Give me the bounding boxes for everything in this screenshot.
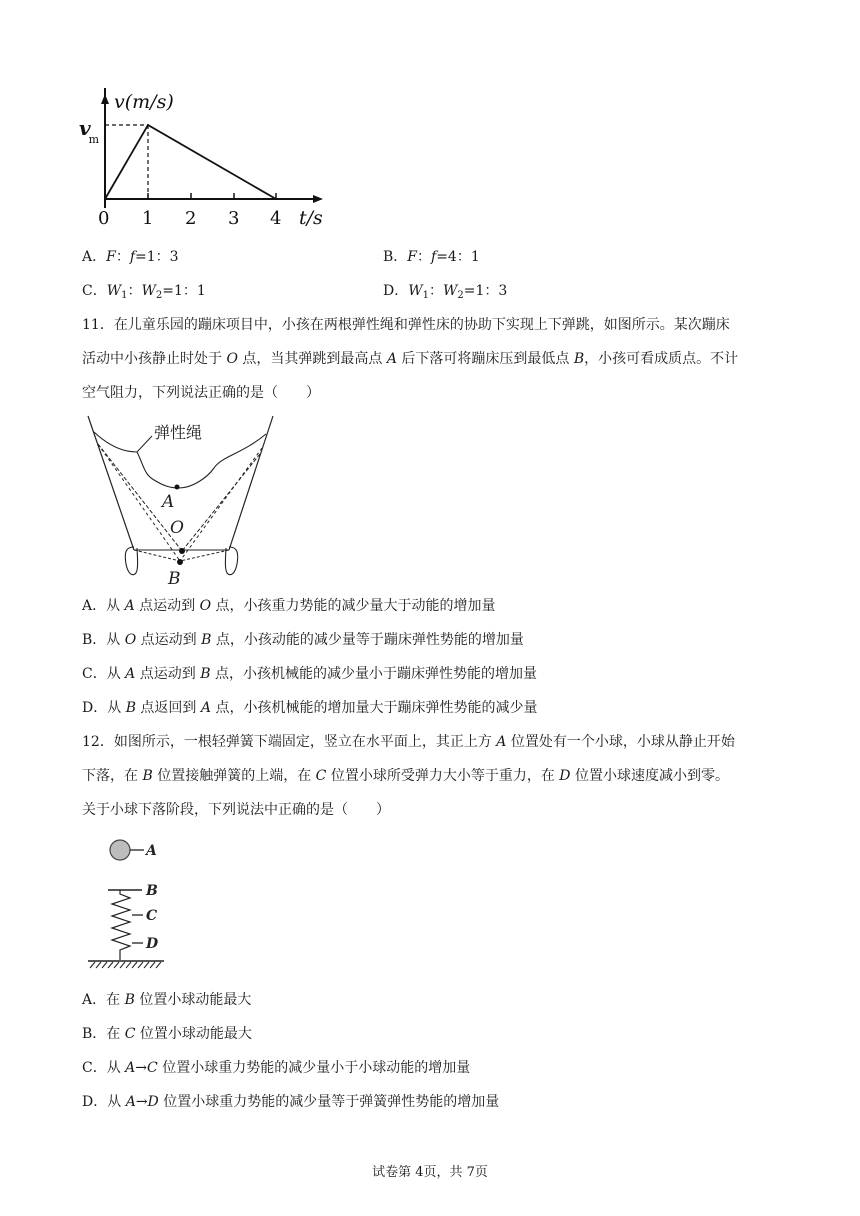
y-axis-arrow: [101, 94, 109, 104]
q11-option-c[interactable]: C．从 A 点运动到 B 点，小孩机械能的减少量小于蹦床弹性势能的增加量: [82, 666, 537, 682]
page-footer: 试卷第 4页，共 7页: [372, 1165, 488, 1180]
frame-right-pole: [229, 416, 273, 550]
point-b-dot: [177, 559, 183, 565]
velocity-time-graph: [70, 88, 340, 238]
frame-right-leg: [225, 547, 237, 575]
q11-option-a[interactable]: A．从 A 点运动到 O 点，小孩重力势能的减少量大于动能的增加量: [82, 598, 496, 614]
point-a-label: A: [162, 492, 175, 512]
q12-option-b[interactable]: B．在 C 位置小球动能最大: [82, 1026, 252, 1042]
q10-option-a[interactable]: A．F：f=1：3: [82, 249, 179, 265]
label-b: B: [146, 883, 158, 899]
point-o-label: O: [170, 518, 184, 538]
q11-option-b[interactable]: B．从 O 点运动到 B 点，小孩动能的减少量等于蹦床弹性势能的增加量: [82, 632, 524, 648]
point-a-dot: [175, 485, 180, 490]
q12-option-c[interactable]: C．从 A→C 位置小球重力势能的减少量小于小球动能的增加量: [82, 1060, 471, 1076]
tick-label-3: 3: [228, 208, 240, 229]
point-o-dot: [179, 548, 185, 554]
label-c: C: [146, 908, 158, 924]
trampoline-figure: [82, 414, 282, 589]
tick-label-0: 0: [98, 208, 110, 229]
spring-figure: [84, 834, 184, 970]
tick-label-1: 1: [142, 208, 154, 229]
v-t-curve: [105, 125, 276, 199]
point-b-label: B: [168, 569, 181, 589]
tick-label-2: 2: [185, 208, 197, 229]
q12-stem-line1: 12．如图所示，一根轻弹簧下端固定，竖立在水平面上，其正上方 A 位置处有一个小球，小球从静止开始: [82, 734, 735, 750]
ball: [110, 840, 130, 860]
q12-stem-line3: 关于小球下落阶段，下列说法中正确的是（ ）: [82, 802, 390, 818]
spring-coil: [112, 890, 130, 960]
frame-left-leg: [125, 547, 137, 575]
frame-left-pole: [88, 416, 134, 550]
label-a: A: [146, 843, 157, 859]
q12-option-a[interactable]: A．在 B 位置小球动能最大: [82, 992, 252, 1008]
x-axis-arrow: [313, 195, 323, 203]
tick-label-4: 4: [270, 208, 282, 229]
q12-option-d[interactable]: D．从 A→D 位置小球重力势能的减少量等于弹簧弹性势能的增加量: [82, 1094, 500, 1110]
q11-stem-line2: 活动中小孩静止时处于 O 点，当其弹跳到最高点 A 后下落可将蹦床压到最低点 B，小孩可看成质点。不计: [82, 351, 739, 367]
q10-option-c[interactable]: C．$W_1$：$W_2=1$：1: [82, 283, 206, 301]
q11-option-d[interactable]: D．从 B 点返回到 A 点，小孩机械能的增加量大于蹦床弹性势能的减少量: [82, 700, 538, 716]
q12-stem-line2: 下落，在 B 位置接触弹簧的上端，在 C 位置小球所受弹力大小等于重力，在 D 位置小球速度减小到零。: [82, 768, 729, 784]
q10-option-d[interactable]: D．$W_1$：$W_2=1$：3: [383, 283, 508, 301]
vm-label: vm: [79, 116, 100, 146]
q10-option-b[interactable]: B．F：f=4：1: [383, 249, 480, 265]
rope-leader: [137, 436, 152, 452]
q11-stem-line3: 空气阻力，下列说法正确的是（ ）: [82, 385, 320, 401]
rope-label: 弹性绳: [154, 423, 203, 442]
y-axis-label: v(m/s): [114, 91, 174, 113]
label-d: D: [146, 936, 159, 952]
x-axis-label: t/s: [299, 207, 323, 229]
q11-stem-line1: 11．在儿童乐园的蹦床项目中，小孩在两根弹性绳和弹性床的协助下实现上下弹跳，如图所示。某次蹦床: [82, 317, 730, 333]
